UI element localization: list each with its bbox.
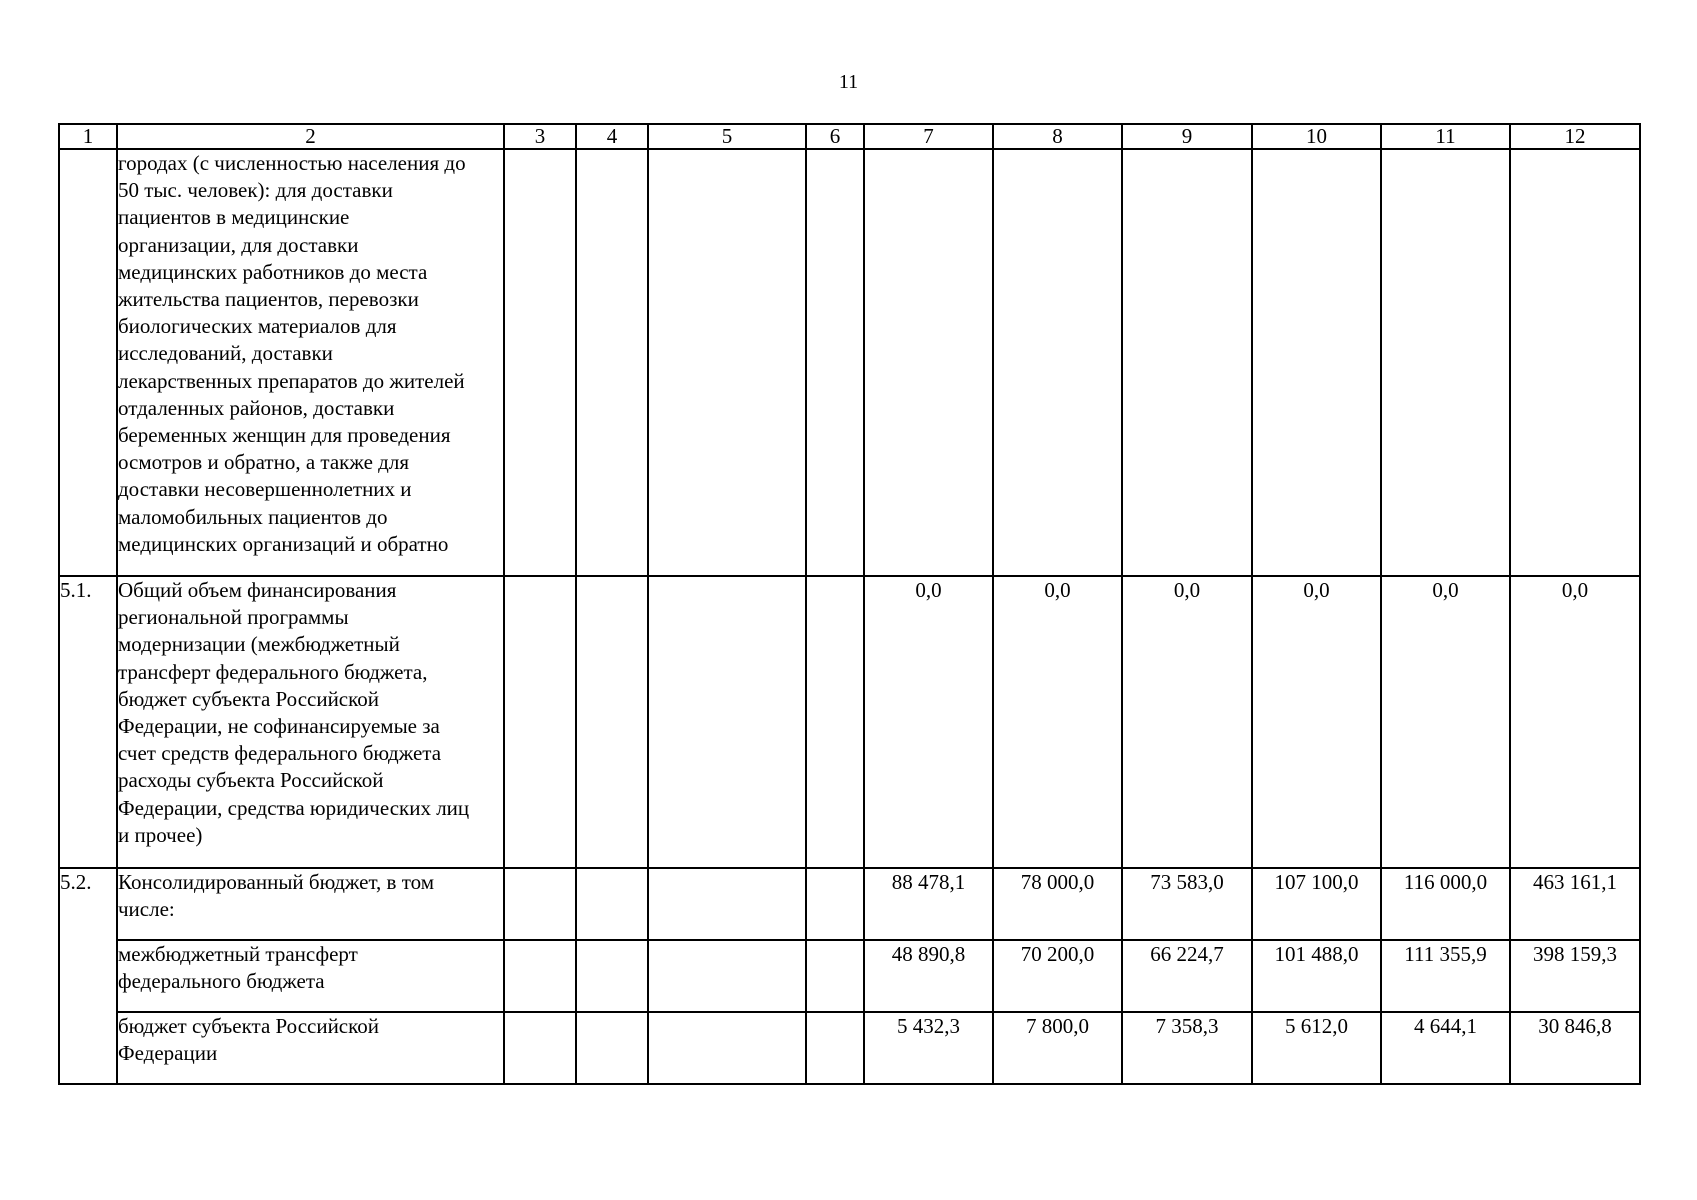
- row-description-cell: [117, 576, 504, 868]
- value-cell: 7 800,0: [993, 1012, 1122, 1084]
- description-line: Консолидированный бюджет, в том: [118, 870, 435, 894]
- value-cell: [1510, 149, 1640, 576]
- description-line: медицинских работников до места: [118, 259, 428, 284]
- column-header: 3: [504, 124, 576, 149]
- description-line: трансферт федерального бюджета,: [118, 659, 428, 684]
- description-line: осмотров и обратно, а также для: [118, 450, 409, 475]
- table-row: [59, 576, 1640, 868]
- description-line: городах (с численностью населения до: [118, 151, 466, 175]
- empty-cell: [806, 149, 864, 576]
- page-number: 11: [838, 71, 859, 93]
- description-line: медицинских организаций и обратно: [118, 531, 449, 556]
- value-cell: 4 644,1: [1381, 1012, 1510, 1084]
- empty-cell: [806, 576, 864, 868]
- description-line: региональной программы: [118, 605, 349, 630]
- description-line: биологических материалов для: [118, 314, 397, 339]
- row-number-cell: [59, 149, 117, 576]
- table-row: [59, 940, 1640, 1012]
- value-cell: 0,0: [1122, 576, 1252, 868]
- empty-cell: [504, 1012, 576, 1084]
- empty-cell: [576, 1012, 648, 1084]
- empty-cell: [504, 940, 576, 1012]
- value-cell: 398 159,3: [1510, 940, 1640, 1012]
- description-line: модернизации (межбюджетный: [118, 632, 400, 657]
- description-line: доставки несовершеннолетних и: [118, 477, 412, 502]
- value-cell: 66 224,7: [1122, 940, 1252, 1012]
- value-cell: 0,0: [1252, 576, 1381, 868]
- description-line: расходы субъекта Российской: [118, 768, 384, 793]
- value-cell: 78 000,0: [993, 868, 1122, 940]
- value-cell: 101 488,0: [1252, 940, 1381, 1012]
- empty-cell: [576, 940, 648, 1012]
- column-header: 10: [1252, 124, 1381, 149]
- description-line: пациентов в медицинские: [118, 205, 350, 230]
- value-cell: 5 612,0: [1252, 1012, 1381, 1084]
- description-line: счет средств федерального бюджета: [118, 741, 442, 766]
- description-line: Общий объем финансирования: [118, 578, 397, 602]
- value-cell: [864, 149, 993, 576]
- column-header: 11: [1381, 124, 1510, 149]
- description-line: жительства пациентов, перевозки: [118, 287, 419, 312]
- description-line: числе:: [118, 897, 175, 922]
- column-header: 12: [1510, 124, 1640, 149]
- value-cell: 88 478,1: [864, 868, 993, 940]
- column-header: 9: [1122, 124, 1252, 149]
- empty-cell: [648, 940, 806, 1012]
- description-line: отдаленных районов, доставки: [118, 395, 395, 420]
- description-line: и прочее): [118, 822, 203, 847]
- empty-cell: [504, 576, 576, 868]
- value-cell: [1252, 149, 1381, 576]
- column-header: 5: [648, 124, 806, 149]
- row-description-cell: [117, 1012, 504, 1084]
- value-cell: 0,0: [1510, 576, 1640, 868]
- value-cell: 107 100,0: [1252, 868, 1381, 940]
- value-cell: 5 432,3: [864, 1012, 993, 1084]
- empty-cell: [806, 868, 864, 940]
- description-line: Федерации, средства юридических лиц: [118, 795, 470, 820]
- column-header: 2: [117, 124, 504, 149]
- table-row: [59, 868, 1640, 940]
- description-line: исследований, доставки: [118, 341, 333, 366]
- empty-cell: [576, 576, 648, 868]
- row-description-cell: [117, 940, 504, 1012]
- row-description-cell: [117, 868, 504, 940]
- table-row: [59, 149, 1640, 576]
- empty-cell: [648, 1012, 806, 1084]
- value-cell: 0,0: [993, 576, 1122, 868]
- empty-cell: [504, 868, 576, 940]
- empty-cell: [576, 149, 648, 576]
- empty-cell: [504, 149, 576, 576]
- empty-cell: [648, 149, 806, 576]
- description-line: беременных женщин для проведения: [118, 423, 451, 448]
- description-line: лекарственных препаратов до жителей: [118, 368, 465, 393]
- budget-table: [58, 123, 1641, 1085]
- value-cell: 73 583,0: [1122, 868, 1252, 940]
- description-line: Федерации, не софинансируемые за: [118, 714, 440, 739]
- value-cell: [993, 149, 1122, 576]
- value-cell: 463 161,1: [1510, 868, 1640, 940]
- value-cell: [1381, 149, 1510, 576]
- value-cell: 7 358,3: [1122, 1012, 1252, 1084]
- value-cell: 116 000,0: [1381, 868, 1510, 940]
- column-header: 7: [864, 124, 993, 149]
- column-header: 4: [576, 124, 648, 149]
- description-line: организации, для доставки: [118, 232, 359, 257]
- column-header: 6: [806, 124, 864, 149]
- description-line: бюджет субъекта Российской: [118, 1014, 380, 1038]
- value-cell: 48 890,8: [864, 940, 993, 1012]
- value-cell: 0,0: [864, 576, 993, 868]
- table-row: [59, 1012, 1640, 1084]
- value-cell: [1122, 149, 1252, 576]
- value-cell: 111 355,9: [1381, 940, 1510, 1012]
- empty-cell: [806, 940, 864, 1012]
- description-line: маломобильных пациентов до: [118, 504, 388, 529]
- description-line: бюджет субъекта Российской: [118, 686, 380, 711]
- description-line: Федерации: [118, 1041, 218, 1066]
- value-cell: 30 846,8: [1510, 1012, 1640, 1084]
- column-header: 1: [59, 124, 117, 149]
- description-line: федерального бюджета: [118, 969, 325, 994]
- row-description-cell: [117, 149, 504, 576]
- empty-cell: [648, 868, 806, 940]
- empty-cell: [576, 868, 648, 940]
- row-number-cell: 5.2.: [59, 868, 117, 1084]
- value-cell: 0,0: [1381, 576, 1510, 868]
- description-line: 50 тыс. человек): для доставки: [118, 178, 393, 203]
- value-cell: 70 200,0: [993, 940, 1122, 1012]
- empty-cell: [648, 576, 806, 868]
- row-number-cell: 5.1.: [59, 576, 117, 868]
- empty-cell: [806, 1012, 864, 1084]
- column-header: 8: [993, 124, 1122, 149]
- description-line: межбюджетный трансферт: [118, 942, 358, 966]
- column-number-header: [59, 124, 1640, 149]
